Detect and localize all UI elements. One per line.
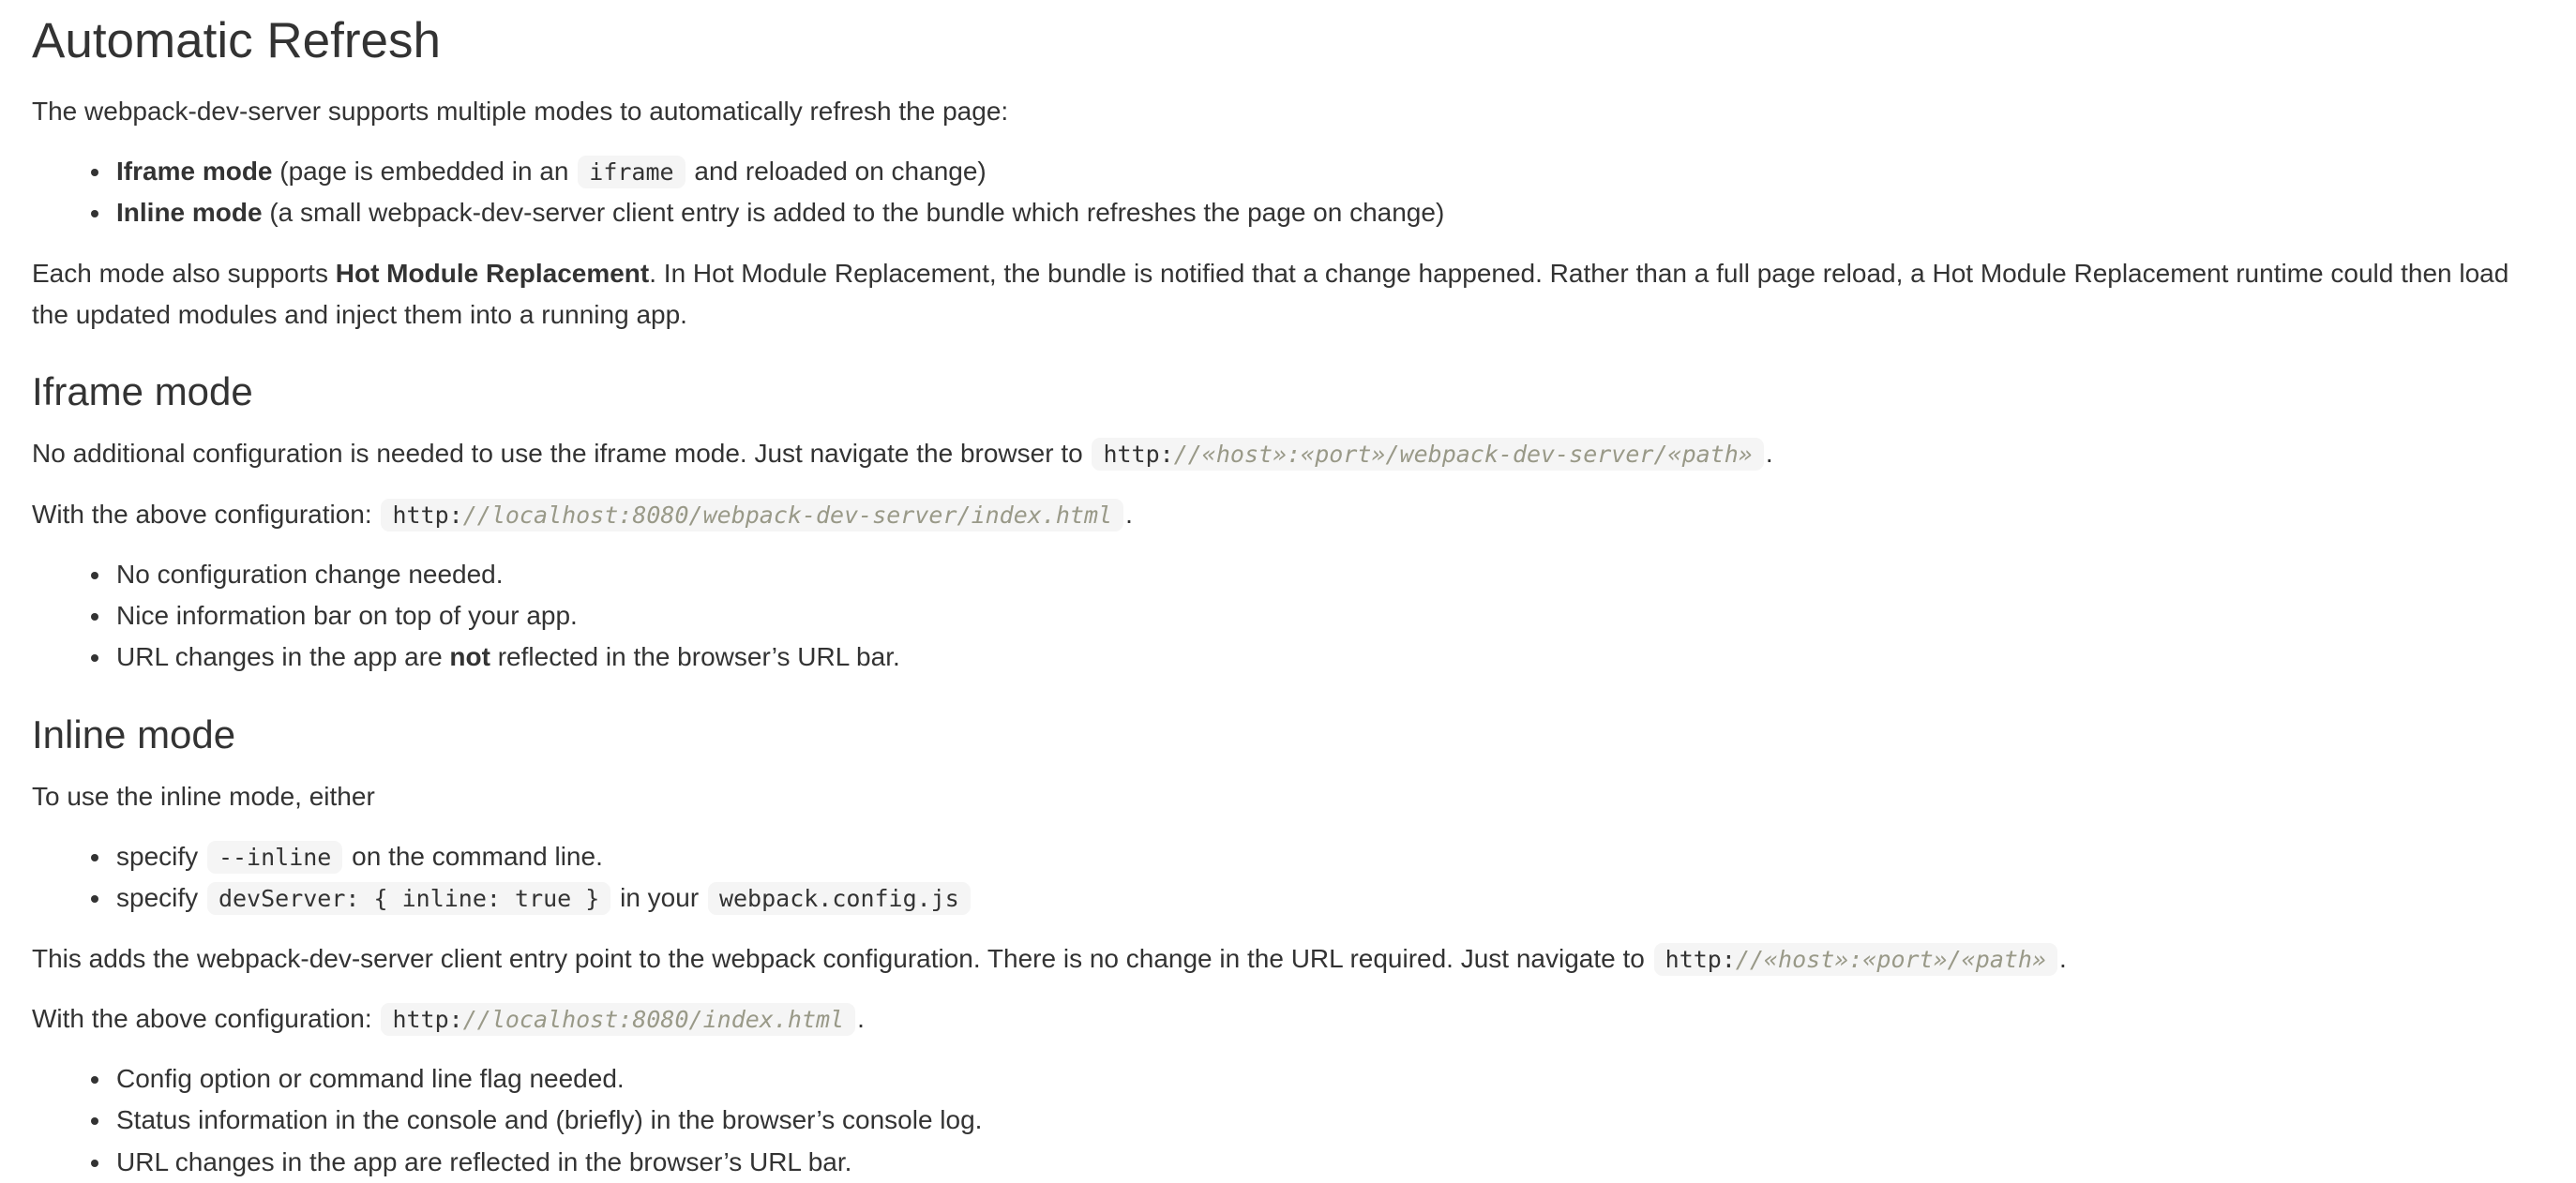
list-item: • Nice information bar on top of your app. <box>113 595 2544 636</box>
inline-code-iframe-url <box>1092 438 1763 471</box>
intro-text: The webpack-dev-server supports multiple modes to automatically refresh the page: <box>32 96 1009 126</box>
code-url-comment: //«host»:«port»/«path» <box>1735 945 2047 973</box>
inline-code-iframe: iframe <box>578 156 685 188</box>
code-url-comment: //localhost:8080/webpack-dev-server/index.html <box>462 501 1113 529</box>
inline-code-devserver-option: devServer: { inline: true } <box>207 882 610 915</box>
inline-code-webpack-config: webpack.config.js <box>708 882 971 915</box>
iframe-features-list <box>32 554 2544 679</box>
list-item: • specify devServer: { inline: true } in your webpack.config.js <box>113 877 2544 919</box>
inline-features-list <box>32 1058 2544 1183</box>
doc-content <box>32 13 2544 1183</box>
list-item: • URL changes in the app are not reflected in the browser’s URL bar. <box>113 636 2544 678</box>
inline-code-inline-flag: --inline <box>207 841 342 874</box>
list-item-inline-mode: • Inline mode (a small webpack-dev-server client entry is added to the bundle which refreshes the page on change) <box>113 192 2544 233</box>
list-item: • Config option or command line flag needed. <box>113 1058 2544 1100</box>
inline-intro-paragraph: To use the inline mode, either <box>32 781 375 811</box>
not-emphasis: not <box>449 642 490 672</box>
list-item: • URL changes in the app are reflected in the browser’s URL bar. <box>113 1142 2544 1183</box>
inline-options-list <box>32 836 2544 919</box>
iframe-config-paragraph: With the above configuration: http://localhost:8080/webpack-dev-server/index.html . <box>32 494 2544 535</box>
code-url-comment: //«host»:«port»/webpack-dev-server/«path» <box>1173 441 1753 469</box>
inline-code-inline-localhost-url <box>381 1003 855 1036</box>
modes-list <box>32 151 2544 233</box>
inline-mode-term: Inline mode <box>116 198 263 228</box>
code-scheme: http: <box>1665 945 1736 973</box>
code-scheme: http: <box>392 1005 463 1033</box>
intro-paragraph <box>32 91 2544 132</box>
section-heading-inline-mode: Inline mode <box>32 711 236 756</box>
list-item: • Status information in the console and (briefly) in the browser’s console log. <box>113 1100 2544 1141</box>
iframe-navigate-paragraph: No additional configuration is needed to use the iframe mode. Just navigate the browser to http://«host»:«port»/webpack-dev-server/«path» . <box>32 433 2544 474</box>
inline-code-inline-url <box>1654 943 2057 976</box>
hmr-term: Hot Module Replacement <box>335 258 650 288</box>
inline-config-paragraph: With the above configuration: http://localhost:8080/index.html . <box>32 998 2544 1040</box>
inline-navigate-paragraph: This adds the webpack-dev-server client entry point to the webpack configuration. There is no change in the URL required. Just navigate to http://«host»:«port»/«path» . <box>32 938 2544 980</box>
inline-code-iframe-localhost-url <box>381 499 1123 532</box>
hmr-paragraph: Each mode also supports Hot Module Replacement. In Hot Module Replacement, the bundle is notified that a change happened. Rather than a full page reload, a Hot Module Replacement runtime could then load the updated modules and inject them into a running app. <box>32 258 2509 329</box>
code-scheme: http: <box>392 501 463 529</box>
page-title: Automatic Refresh <box>32 13 441 68</box>
list-item: • No configuration change needed. <box>113 554 2544 595</box>
code-scheme: http: <box>1103 441 1174 469</box>
section-heading-iframe-mode: Iframe mode <box>32 369 253 414</box>
list-item-iframe-mode: • Iframe mode (page is embedded in an iframe and reloaded on change) <box>113 151 2544 192</box>
code-url-comment: //localhost:8080/index.html <box>462 1005 845 1033</box>
list-item: • specify --inline on the command line. <box>113 836 2544 877</box>
iframe-mode-term: Iframe mode <box>116 157 273 187</box>
